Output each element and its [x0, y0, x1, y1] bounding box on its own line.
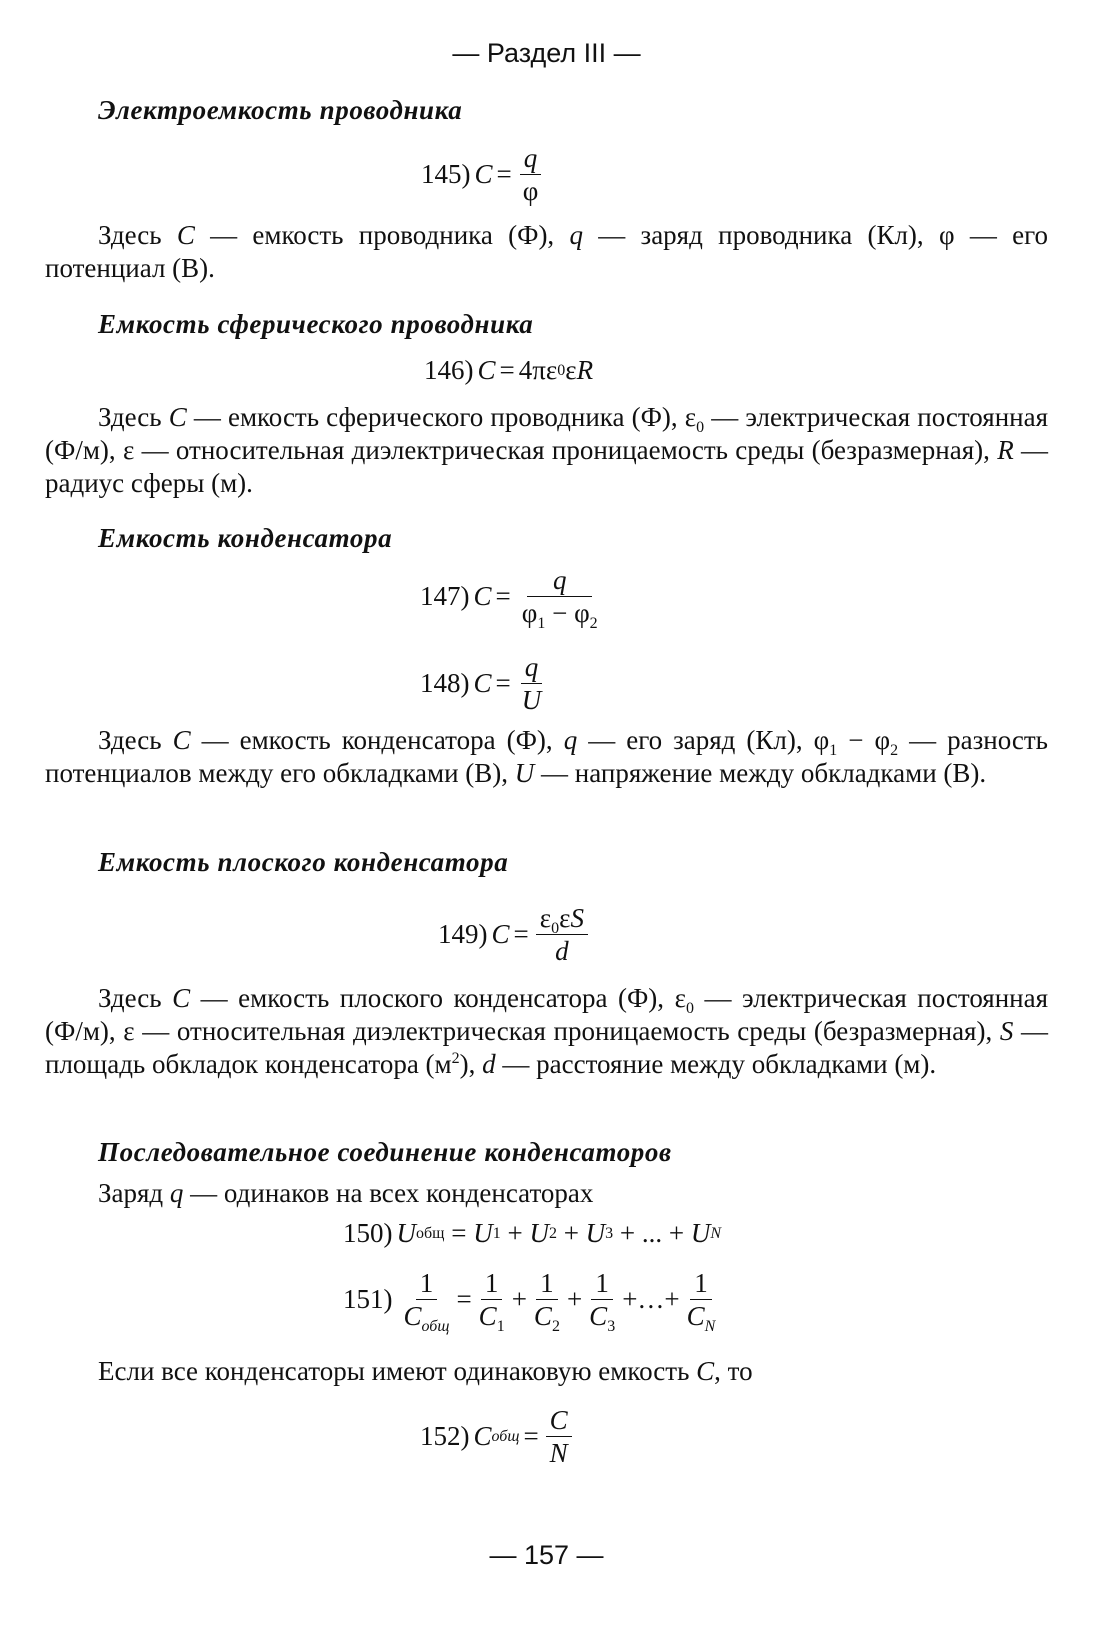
formula-147: 147) C = $\frac{q}{\varphi_1 - \varphi_2}$ — [420, 565, 605, 628]
fraction: $\frac{C}{N}$ — [546, 1405, 572, 1468]
paragraph-147-148-explanation: Здесь C — емкость конденсатора (Ф), q — его заряд (Кл), $\varphi_1 - \varphi_2$ — разность потенциалов между его обкладками (В), U — напряжение между обкладками (В). — [45, 725, 1048, 788]
formula-152: 152) C общ = $\frac{C}{N}$ — [420, 1405, 575, 1468]
fraction: $\frac{q}{\varphi_1 - \varphi_2}$ — [521, 565, 598, 632]
fraction: $\frac{1}{C_1}$ — [478, 1268, 505, 1335]
formula-151: 151) $\frac{1}{C_{общ}}$ = $\frac{1}{C_1}$ + $\frac{1}{C_2}$ + $\frac{1}{C_3}$ +…+ $\frac{1}{C_N}$ — [343, 1268, 722, 1331]
equal-capacitance-statement: Если все конденсаторы имеют одинаковую емкость C, то — [98, 1356, 753, 1386]
formula-146: 146) C = 4πε 0 ε R — [424, 355, 594, 385]
heading-flat-capacitor: Емкость плоского конденсатора — [98, 847, 509, 877]
formula-149: 149) C = $\frac{\varepsilon_0\varepsilon S}{d}$ — [438, 903, 591, 966]
heading-conductor-capacitance: Электроемкость проводника — [98, 95, 463, 125]
heading-capacitor: Емкость конденсатора — [98, 523, 393, 553]
heading-spherical-conductor: Емкость сферического проводника — [98, 309, 534, 339]
formula-150: 150) U общ = U 1 + U 2 + U 3 + ... + U N — [343, 1218, 722, 1248]
fraction: $\frac{q}{\varphi}$ — [519, 143, 543, 206]
fraction: $\frac{1}{C_3}$ — [589, 1268, 616, 1335]
fraction: $\frac{\varepsilon_0\varepsilon S}{d}$ — [536, 903, 588, 966]
formula-145: 145) C = $\frac{q}{\varphi}$ — [421, 143, 545, 206]
fraction: $\frac{1}{C_N}$ — [686, 1268, 716, 1335]
formula-148: 148) C = $\frac{q}{U}$ — [420, 652, 548, 715]
heading-series-connection: Последовательное соединение конденсаторов — [98, 1137, 672, 1167]
paragraph-146-explanation: Здесь C — емкость сферического проводника (Ф), $\varepsilon_0$ — электрическая постоянная (Ф/м), ε — относительная диэлектрическая проницаемость среды (безразмерная), R — радиус сферы (м). — [45, 402, 1049, 498]
fraction: $\frac{1}{C_2}$ — [533, 1268, 560, 1335]
page-number: — 157 — — [489, 1540, 604, 1570]
section-header: — Раздел III — — [452, 38, 641, 68]
paragraph-145-explanation: Здесь C — емкость проводника (Ф), q — заряд проводника (Кл), φ — его потенциал (В). — [45, 220, 1048, 283]
fraction: $\frac{q}{U}$ — [521, 652, 542, 715]
charge-statement: Заряд q — одинаков на всех конденсаторах — [98, 1178, 594, 1208]
fraction: $\frac{1}{C_{общ}}$ — [403, 1268, 450, 1335]
paragraph-149-explanation: Здесь C — емкость плоского конденсатора (Ф), $\varepsilon_0$ — электрическая постоянная (Ф/м), ε — относительная диэлектрическая проницаемость среды (безразмерная), S — площадь обкладок конденсатора $(м^2)$, d — расстояние между обкладками (м). — [45, 983, 1049, 1079]
